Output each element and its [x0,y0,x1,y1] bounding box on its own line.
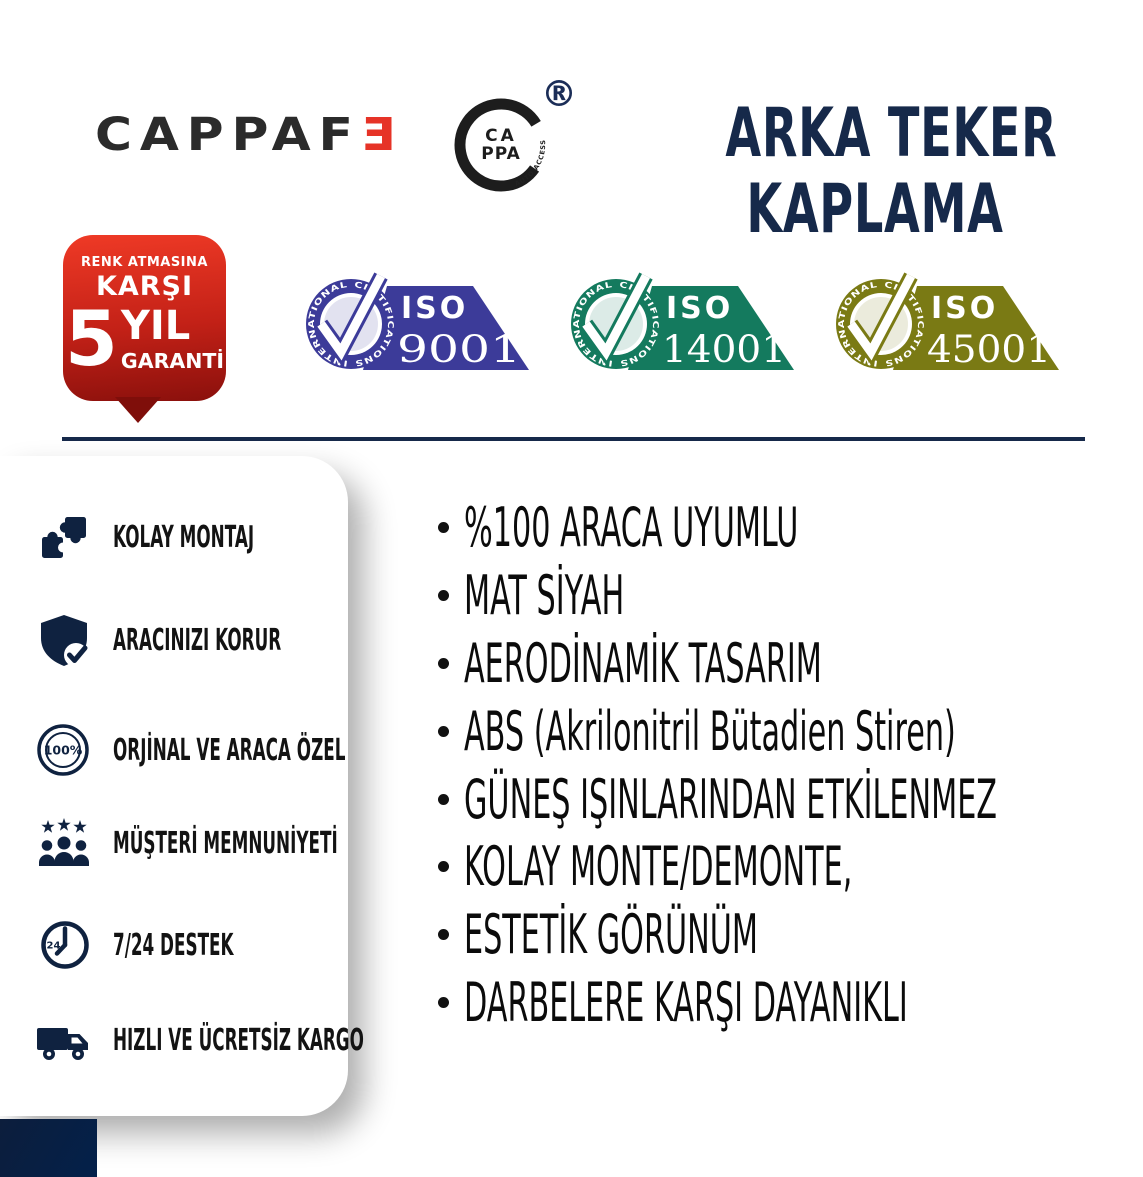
feature-row-free-shipping [33,1008,364,1072]
iso-9001-arc-right: CERTIFICATIONS [353,280,396,368]
brand-logotype-main: CAPPAF [95,108,361,161]
iso-9001-badge [296,266,532,378]
warranty-line2: KARŞI [95,271,194,302]
feature-label: 7/24 DESTEK [113,927,234,963]
brand-logotype-accent: Ǝ [360,108,403,161]
bullet-text: ESTETİK GÖRÜNÜM [464,903,758,967]
registered-trademark: ® [541,74,577,115]
bullet-text: DARBELERE KARŞI DAYANIKLI [464,970,908,1034]
iso-45001-number: 45001 [927,328,1051,371]
bullet-text: KOLAY MONTE/DEMONTE, [464,835,853,899]
list-item [438,697,1143,765]
emblem-text-top: CA [485,126,517,146]
iso-14001-number: 14001 [662,328,786,371]
brand-logotype [95,108,403,161]
iso-14001-arc-right: CERTIFICATIONS [618,280,661,368]
list-item [438,630,1143,698]
iso-9001-word: ISO [401,291,469,326]
customers-stars-icon [33,812,95,874]
clock-24-icon [33,914,95,976]
bullet-text: GÜNEŞ IŞINLARINDAN ETKİLENMEZ [464,767,998,831]
feature-row-customer-satisfaction [33,811,348,875]
feature-label: MÜŞTERİ MEMNUNİYETİ [113,825,338,861]
iso-14001-word: ISO [666,291,734,326]
warranty-years-unit: YIL [120,303,191,349]
list-item [438,833,1143,901]
feature-row-original-custom [33,718,348,782]
truck-icon [33,1009,95,1071]
iso-45001-arc-left: INTERNATIONAL [836,280,879,368]
bullet-dot [438,997,449,1008]
list-item [438,494,1143,562]
iso-9001-number: 9001 [397,328,521,371]
emblem-text-bottom: PPA [481,144,521,164]
iso-14001-badge [561,266,797,378]
list-item [438,901,1143,969]
bullet-dot [438,658,449,669]
bullet-dot [438,794,449,805]
bullet-dot [438,726,449,737]
bullet-text: %100 ARACA UYUMLU [464,496,799,560]
list-item [438,765,1143,833]
product-bullet-list [438,494,1143,1036]
iso-9001-arc-left: INTERNATIONAL [306,280,349,368]
page-title [655,96,1095,248]
shield-check-icon [33,609,95,671]
puzzle-icon [33,506,95,568]
list-item [438,969,1143,1037]
feature-label: ARACINIZI KORUR [113,622,282,658]
warranty-years-number: 5 [64,294,118,383]
list-item [438,562,1143,630]
bullet-text: MAT SİYAH [464,564,625,628]
100-percent-seal-icon [33,719,95,781]
section-divider [62,437,1085,441]
bullet-dot [438,522,449,533]
bullet-dot [438,861,449,872]
warranty-line1: RENK ATMASINA [81,255,208,270]
feature-label: HIZLI VE ÜCRETSİZ KARGO [113,1022,364,1058]
features-card [0,456,364,1116]
iso-45001-word: ISO [931,291,999,326]
bullet-dot [438,590,449,601]
iso-14001-arc-left: INTERNATIONAL [571,280,614,368]
iso-45001-badge [826,266,1062,378]
warranty-guarantee-label: GARANTİ [120,348,224,373]
seal-percent-text: 100% [43,742,83,758]
emblem-arc-text: AUTO ACCESSORIES [443,79,548,188]
warranty-badge [63,235,226,401]
feature-row-support [33,913,348,977]
iso-45001-arc-right: CERTIFICATIONS [883,280,926,368]
bullet-text: ABS (Akrilonitril Bütadien Stiren) [464,699,956,763]
page-title-line2: KAPLAMA [746,170,1004,249]
feature-label: ORJİNAL VE ARACA ÖZEL [113,732,346,768]
page-title-line1: ARKA TEKER [725,94,1058,173]
feature-label: KOLAY MONTAJ [113,519,255,555]
bullet-text: AERODİNAMİK TASARIM [464,631,822,695]
feature-row-easy-install [33,505,348,569]
corner-accent-block [0,1119,97,1177]
bullet-dot [438,929,449,940]
feature-row-protects-car [33,608,348,672]
clock-24-text: 24 [46,940,61,952]
